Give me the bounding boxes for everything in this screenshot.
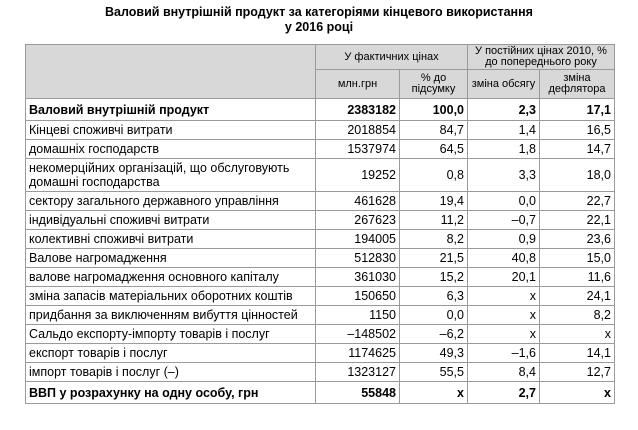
row-mln: 150650 <box>316 287 400 306</box>
row-defl: 15,0 <box>540 249 615 268</box>
row-pct: 0,8 <box>400 159 468 192</box>
row-vol: x <box>468 287 540 306</box>
table-row <box>26 249 615 268</box>
row-defl: 22,7 <box>540 192 615 211</box>
row-pct: 11,2 <box>400 211 468 230</box>
row-pct: x <box>400 382 468 404</box>
row-defl: 18,0 <box>540 159 615 192</box>
table-row <box>26 344 615 363</box>
table-row <box>26 99 615 121</box>
row-pct: 49,3 <box>400 344 468 363</box>
table-row <box>26 306 615 325</box>
table-row <box>26 159 615 192</box>
header-deflator-change: зміна дефлятора <box>540 70 615 99</box>
title-line-1: Валовий внутрішній продукт за категоріями кінцевого використання <box>105 5 533 19</box>
table-row <box>26 211 615 230</box>
row-pct: 100,0 <box>400 99 468 121</box>
row-label: зміна запасів матеріальних оборотних коштів <box>26 287 316 306</box>
row-mln: 1174625 <box>316 344 400 363</box>
row-vol: 20,1 <box>468 268 540 287</box>
row-mln: 2383182 <box>316 99 400 121</box>
row-defl: 16,5 <box>540 121 615 140</box>
row-vol: 2,7 <box>468 382 540 404</box>
row-vol: 8,4 <box>468 363 540 382</box>
row-pct: 8,2 <box>400 230 468 249</box>
row-label: імпорт товарів і послуг (–) <box>26 363 316 382</box>
row-mln: 461628 <box>316 192 400 211</box>
row-mln: 2018854 <box>316 121 400 140</box>
table-row <box>26 287 615 306</box>
row-vol: x <box>468 325 540 344</box>
row-defl: 17,1 <box>540 99 615 121</box>
row-defl: 24,1 <box>540 287 615 306</box>
row-pct: 55,5 <box>400 363 468 382</box>
row-mln: 512830 <box>316 249 400 268</box>
row-mln: 267623 <box>316 211 400 230</box>
row-pct: 19,4 <box>400 192 468 211</box>
row-defl: x <box>540 325 615 344</box>
row-mln: 55848 <box>316 382 400 404</box>
header-actual-prices: У фактичних цінах <box>316 45 468 70</box>
row-defl: 23,6 <box>540 230 615 249</box>
row-vol: x <box>468 306 540 325</box>
row-vol: –1,6 <box>468 344 540 363</box>
row-pct: –6,2 <box>400 325 468 344</box>
row-defl: 14,7 <box>540 140 615 159</box>
header-constant-prices: У постійних цінах 2010, % до попереднього року <box>468 45 615 70</box>
row-defl: x <box>540 382 615 404</box>
row-vol: 1,4 <box>468 121 540 140</box>
row-vol: 3,3 <box>468 159 540 192</box>
row-mln: –148502 <box>316 325 400 344</box>
row-pct: 84,7 <box>400 121 468 140</box>
table-row <box>26 230 615 249</box>
row-vol: –0,7 <box>468 211 540 230</box>
row-vol: 1,8 <box>468 140 540 159</box>
row-label: домашніх господарств <box>26 140 316 159</box>
row-mln: 361030 <box>316 268 400 287</box>
header-volume-change: зміна обсягу <box>468 70 540 99</box>
row-vol: 40,8 <box>468 249 540 268</box>
table-row <box>26 363 615 382</box>
table-row <box>26 382 615 404</box>
row-defl: 22,1 <box>540 211 615 230</box>
row-mln: 1150 <box>316 306 400 325</box>
row-label: Кінцеві споживчі витрати <box>26 121 316 140</box>
title-line-2: у 2016 році <box>284 20 354 34</box>
row-pct: 21,5 <box>400 249 468 268</box>
table-row <box>26 325 615 344</box>
header-mln-grn: млн.грн <box>316 70 400 99</box>
row-label: сектору загального державного управління <box>26 192 316 211</box>
row-label: Валове нагромадження <box>26 249 316 268</box>
row-mln: 19252 <box>316 159 400 192</box>
row-label: придбання за виключенням вибуття цінностей <box>26 306 316 325</box>
row-vol: 0,0 <box>468 192 540 211</box>
row-pct: 0,0 <box>400 306 468 325</box>
row-pct: 6,3 <box>400 287 468 306</box>
row-label: ВВП у розрахунку на одну особу, грн <box>26 382 316 404</box>
row-mln: 1323127 <box>316 363 400 382</box>
header-empty-cell <box>26 45 316 99</box>
row-pct: 15,2 <box>400 268 468 287</box>
row-label: індивідуальні споживчі витрати <box>26 211 316 230</box>
table-row <box>26 268 615 287</box>
row-label: колективні споживчі витрати <box>26 230 316 249</box>
row-label: некомерційних організацій, що обслуговують домашні господарства <box>26 159 316 192</box>
row-defl: 14,1 <box>540 344 615 363</box>
row-label: експорт товарів і послуг <box>26 344 316 363</box>
row-mln: 1537974 <box>316 140 400 159</box>
gdp-table <box>25 44 615 404</box>
row-defl: 8,2 <box>540 306 615 325</box>
table-title <box>0 5 638 35</box>
row-mln: 194005 <box>316 230 400 249</box>
row-defl: 11,6 <box>540 268 615 287</box>
table-row <box>26 192 615 211</box>
row-label: валове нагромадження основного капіталу <box>26 268 316 287</box>
row-pct: 64,5 <box>400 140 468 159</box>
row-vol: 0,9 <box>468 230 540 249</box>
row-label: Валовий внутрішній продукт <box>26 99 316 121</box>
table-row <box>26 121 615 140</box>
header-row-top <box>26 45 615 70</box>
row-defl: 12,7 <box>540 363 615 382</box>
table-row <box>26 140 615 159</box>
row-label: Сальдо експорту-імпорту товарів і послуг <box>26 325 316 344</box>
header-pct-total: % до підсумку <box>400 70 468 99</box>
row-vol: 2,3 <box>468 99 540 121</box>
